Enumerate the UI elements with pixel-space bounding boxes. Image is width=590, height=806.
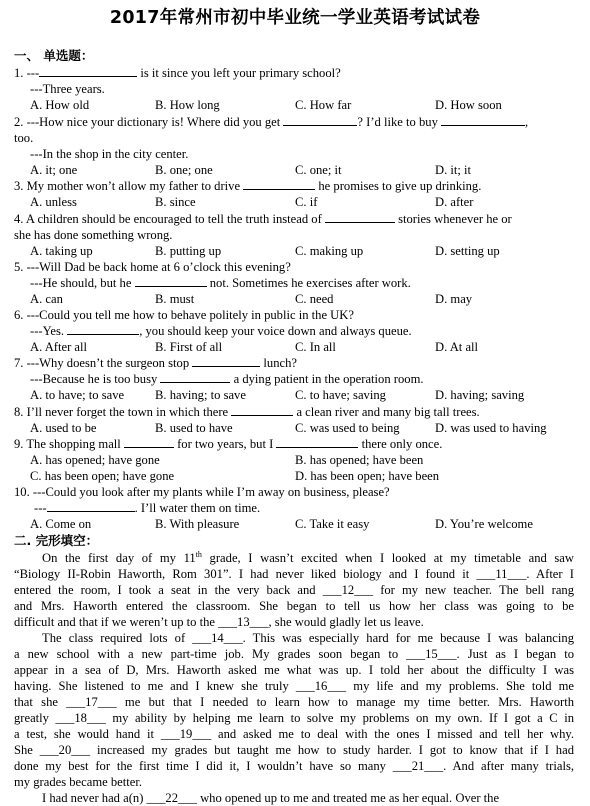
passage-line: difficult and that if we weren’t up to the ___13___, she would gladly let us leave. xyxy=(14,615,424,629)
passage-line: She ___20___ increased my grades but taught me how to study harder. I got to know that if I had xyxy=(14,743,574,757)
option-b[interactable]: B. having; to save xyxy=(155,388,246,402)
option-c[interactable]: C. Take it easy xyxy=(295,517,370,531)
option-b[interactable]: B. First of all xyxy=(155,340,223,354)
question-2-reply: ---In the shop in the city center. xyxy=(30,147,189,161)
option-d[interactable]: D. How soon xyxy=(435,98,502,112)
question-5-reply: ---He should, but he not. Sometimes he exercises after work. xyxy=(30,276,411,290)
question-3-stem: 3. My mother won’t allow my father to drive he promises to give up drinking. xyxy=(14,179,482,193)
option-c[interactable]: C. In all xyxy=(295,340,336,354)
exam-title: 2017年常州市初中毕业统一学业英语考试试卷 xyxy=(109,8,481,28)
option-c[interactable]: C. How far xyxy=(295,98,352,112)
question-10-stem: 10. ---Could you look after my plants while I’m away on business, please? xyxy=(14,485,390,499)
option-d[interactable]: D. may xyxy=(435,292,473,306)
answer-blank xyxy=(124,436,174,448)
answer-blank xyxy=(325,211,395,223)
question-6-stem: 6. ---Could you tell me how to behave politely in public in the UK? xyxy=(14,308,354,322)
passage-line: done my best for the first time I did it, I wouldn’t have so many ___21___. And after many trials, xyxy=(14,759,574,773)
option-c[interactable]: C. has been open; have gone xyxy=(30,469,175,483)
passage-line: and Mrs. Haworth entered the classroom. She began to tell us how her class was going to be xyxy=(14,599,574,613)
option-d[interactable]: D. At all xyxy=(435,340,479,354)
passage-line: that she ___17___ me but that I needed to learn how to manage my time better. Mrs. Haworth xyxy=(14,695,574,709)
cloze-paragraph-1 xyxy=(14,550,574,630)
question-2-stem: 2. ---How nice your dictionary is! Where did you get ? I’d like to buy , xyxy=(14,115,529,129)
section-heading-cloze: 二. 完形填空： xyxy=(14,533,99,548)
section-heading-single-choice: 一、 单选题： xyxy=(14,48,94,63)
answer-blank xyxy=(276,436,358,448)
passage-line: appear in a sea of D, Mrs. Haworth asked me what was up. I told her about the difficulty I was xyxy=(14,663,574,677)
answer-blank xyxy=(39,65,137,77)
question-1-reply: ---Three years. xyxy=(30,82,105,96)
answer-blank xyxy=(135,275,207,287)
question-4-stem: 4. A children should be encouraged to tell the truth instead of stories whenever he or xyxy=(14,212,512,226)
option-b[interactable]: B. How long xyxy=(155,98,220,112)
option-d[interactable]: D. having; saving xyxy=(435,388,525,402)
option-b[interactable]: B. putting up xyxy=(155,244,222,258)
question-7-stem: 7. ---Why doesn’t the surgeon stop lunch? xyxy=(14,356,297,370)
option-b[interactable]: B. since xyxy=(155,195,196,209)
answer-blank xyxy=(231,404,293,416)
option-a[interactable]: A. After all xyxy=(30,340,88,354)
option-b[interactable]: B. one; one xyxy=(155,163,213,177)
passage-line: The class required lots of ___14___. This was especially hard for me because I was balancing xyxy=(42,631,574,645)
option-d[interactable]: D. You’re welcome xyxy=(435,517,533,531)
option-a[interactable]: A. taking up xyxy=(30,244,93,258)
option-a[interactable]: A. to have; to save xyxy=(30,388,125,402)
option-a[interactable]: A. used to be xyxy=(30,421,97,435)
passage-line: my grades became better. xyxy=(14,775,142,789)
passage-line: having. She listened to me and I knew she truly ___16___ my life and my problems. She told me xyxy=(14,679,574,693)
question-7-reply: ---Because he is too busy a dying patient in the operation room. xyxy=(30,372,424,386)
option-b[interactable]: B. must xyxy=(155,292,195,306)
answer-blank xyxy=(243,178,315,190)
option-a[interactable]: A. How old xyxy=(30,98,90,112)
option-a[interactable]: A. Come on xyxy=(30,517,92,531)
question-5-stem: 5. ---Will Dad be back home at 6 o’clock this evening? xyxy=(14,260,291,274)
answer-blank xyxy=(441,114,525,126)
option-b[interactable]: B. used to have xyxy=(155,421,233,435)
question-9-stem: 9. The shopping mall for two years, but I there only once. xyxy=(14,437,443,451)
passage-line: a new school with a new part-time job. My grades soon began to ___15___. Just as I began to xyxy=(14,647,574,661)
passage-line: “Biology II-Robin Haworth, Rom 301”. I had never liked biology and I found it ___11___. After I xyxy=(14,567,574,581)
passage-line: greatly ___18___ my ability by helping me learn to solve my problems on my own. If I got a C in xyxy=(14,711,574,725)
option-b[interactable]: B. has opened; have been xyxy=(295,453,424,467)
passage-line: entered the room, I took a seat in the very back and ___12___ for my new teacher. The bell rang xyxy=(14,583,574,597)
question-2-stem-cont: too. xyxy=(14,131,34,145)
cloze-paragraph-2 xyxy=(14,630,574,790)
option-c[interactable]: C. need xyxy=(295,292,334,306)
question-4-stem-cont: she has done something wrong. xyxy=(14,228,173,242)
option-d[interactable]: D. after xyxy=(435,195,474,209)
option-a[interactable]: A. it; one xyxy=(30,163,78,177)
option-c[interactable]: C. was used to being xyxy=(295,421,400,435)
answer-blank xyxy=(283,114,357,126)
question-1-stem: 1. --- is it since you left your primary school? xyxy=(14,66,341,80)
answer-blank xyxy=(67,323,139,335)
option-d[interactable]: D. has been open; have been xyxy=(295,469,440,483)
passage-line: On the first day of my 11th grade, I wasn’t excited when I looked at my timetable and saw xyxy=(42,549,574,565)
question-8-stem: 8. I’ll never forget the town in which there a clean river and many big tall trees. xyxy=(14,405,480,419)
option-c[interactable]: C. making up xyxy=(295,244,364,258)
answer-blank xyxy=(192,355,260,367)
question-6-reply: ---Yes. , you should keep your voice down and always queue. xyxy=(30,324,412,338)
passage-line: a test, she would hand it ___19___ and asked me to deal with the ones I missed and tell her why. xyxy=(14,727,574,741)
option-c[interactable]: C. one; it xyxy=(295,163,342,177)
option-c[interactable]: C. if xyxy=(295,195,318,209)
option-d[interactable]: D. it; it xyxy=(435,163,472,177)
cloze-paragraph-3-cut: I had never had a(n) ___22___ who opened up to me and treated me as her equal. Over the xyxy=(42,791,500,805)
option-a[interactable]: A. can xyxy=(30,292,63,306)
answer-blank xyxy=(47,500,135,512)
option-d[interactable]: D. was used to having xyxy=(435,421,547,435)
option-b[interactable]: B. With pleasure xyxy=(155,517,240,531)
option-a[interactable]: A. unless xyxy=(30,195,77,209)
answer-blank xyxy=(160,371,230,383)
option-c[interactable]: C. to have; saving xyxy=(295,388,386,402)
option-a[interactable]: A. has opened; have gone xyxy=(30,453,160,467)
option-d[interactable]: D. setting up xyxy=(435,244,500,258)
question-10-reply: --- . I’ll water them on time. xyxy=(34,501,261,515)
